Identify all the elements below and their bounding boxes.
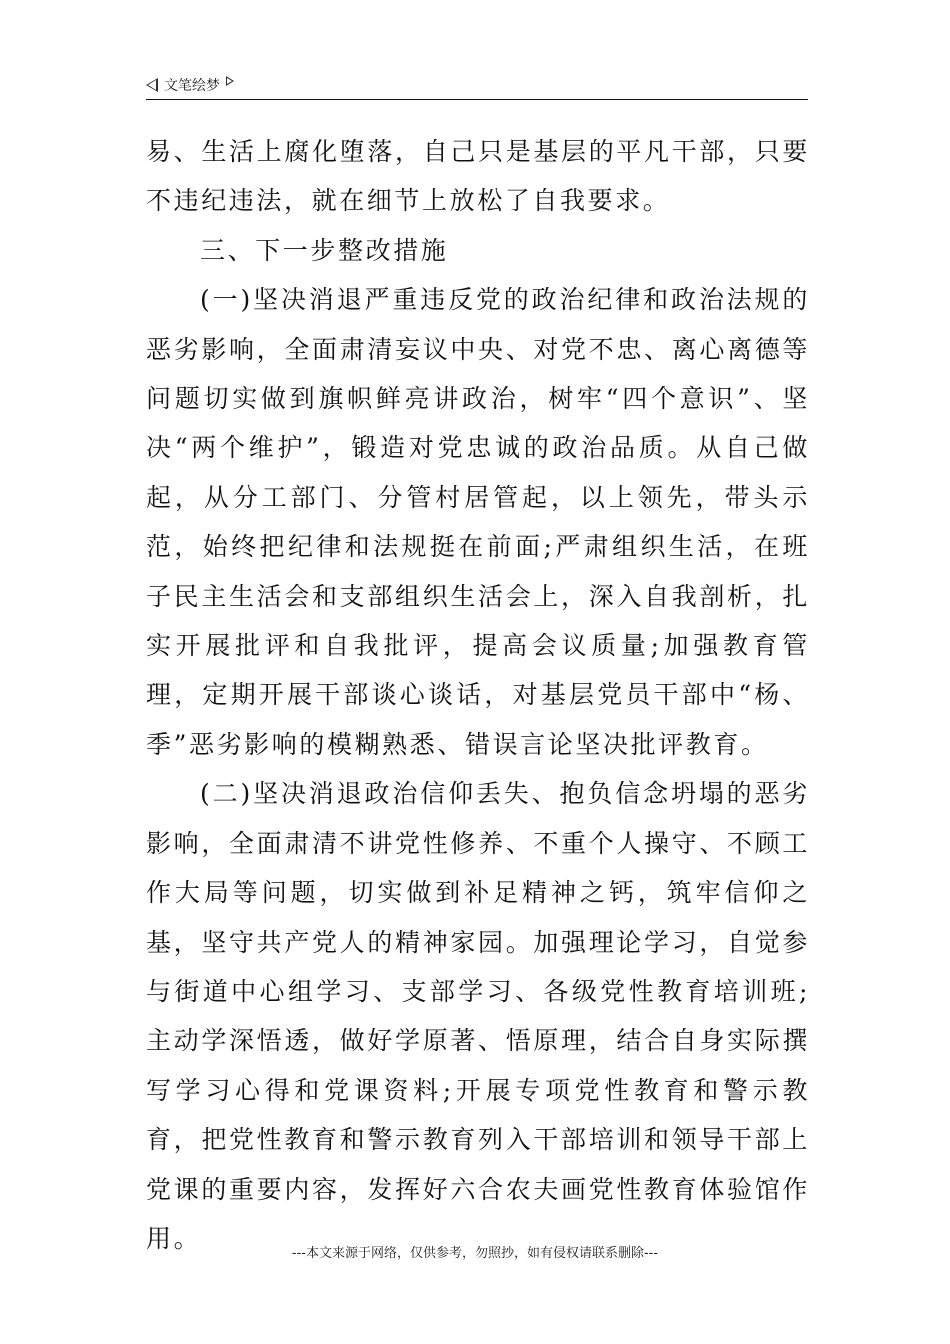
paragraph-item-1: (一)坚决消退严重违反党的政治纪律和政治法规的恶劣影响，全面肃清妄议中央、对党不忠、离心离德等问题切实做到旗帜鲜亮讲政治，树牢“四个意识”、坚决“两个维护”，锻造对党忠诚的政治品质。从自己做起，从分工部门、分管村居管起，以上领先，带头示范，始终把纪律和法规挺在前面;严肃组织生活，在班子民主生活会和支部组织生活会上，深入自我剖析，扎实开展批评和自我批评，提高会议质量;加强教育管理，定期开展干部谈心谈话，对基层党员干部中“杨、季”恶劣影响的模糊熟悉、错误言论坚决批评教育。: [146, 285, 810, 759]
left-triangle-icon: [146, 78, 158, 92]
right-triangle-icon: [226, 76, 234, 86]
document-body: [146, 127, 810, 1263]
paragraph-item-2: (二)坚决消退政治信仰丢失、抱负信念坍塌的恶劣影响，全面肃清不讲党性修养、不重个人操守、不顾工作大局等问题，切实做到补足精神之钙，筑牢信仰之基，坚守共产党人的精神家园。加强理论学习，自觉参与街道中心组学习、支部学习、各级党性教育培训班;主动学深悟透，做好学原著、悟原理，结合自身实际撰写学习心得和党课资料;开展专项党性教育和警示教育，把党性教育和警示教育列入干部培训和领导干部上党课的重要内容，发挥好六合农夫画党性教育体验馆作用。: [146, 779, 810, 1253]
footer-disclaimer: ---本文来源于网络，仅供参考，勿照抄，如有侵权请联系删除---: [291, 1246, 659, 1261]
paragraph-continuation: 易、生活上腐化堕落，自己只是基层的平凡干部，只要不违纪违法，就在细节上放松了自我要求。: [146, 137, 810, 216]
header-title: 文笔绘梦: [164, 78, 220, 94]
header-divider: [146, 99, 808, 100]
page-header: [146, 72, 806, 98]
section-heading: 三、下一步整改措施: [200, 235, 449, 265]
